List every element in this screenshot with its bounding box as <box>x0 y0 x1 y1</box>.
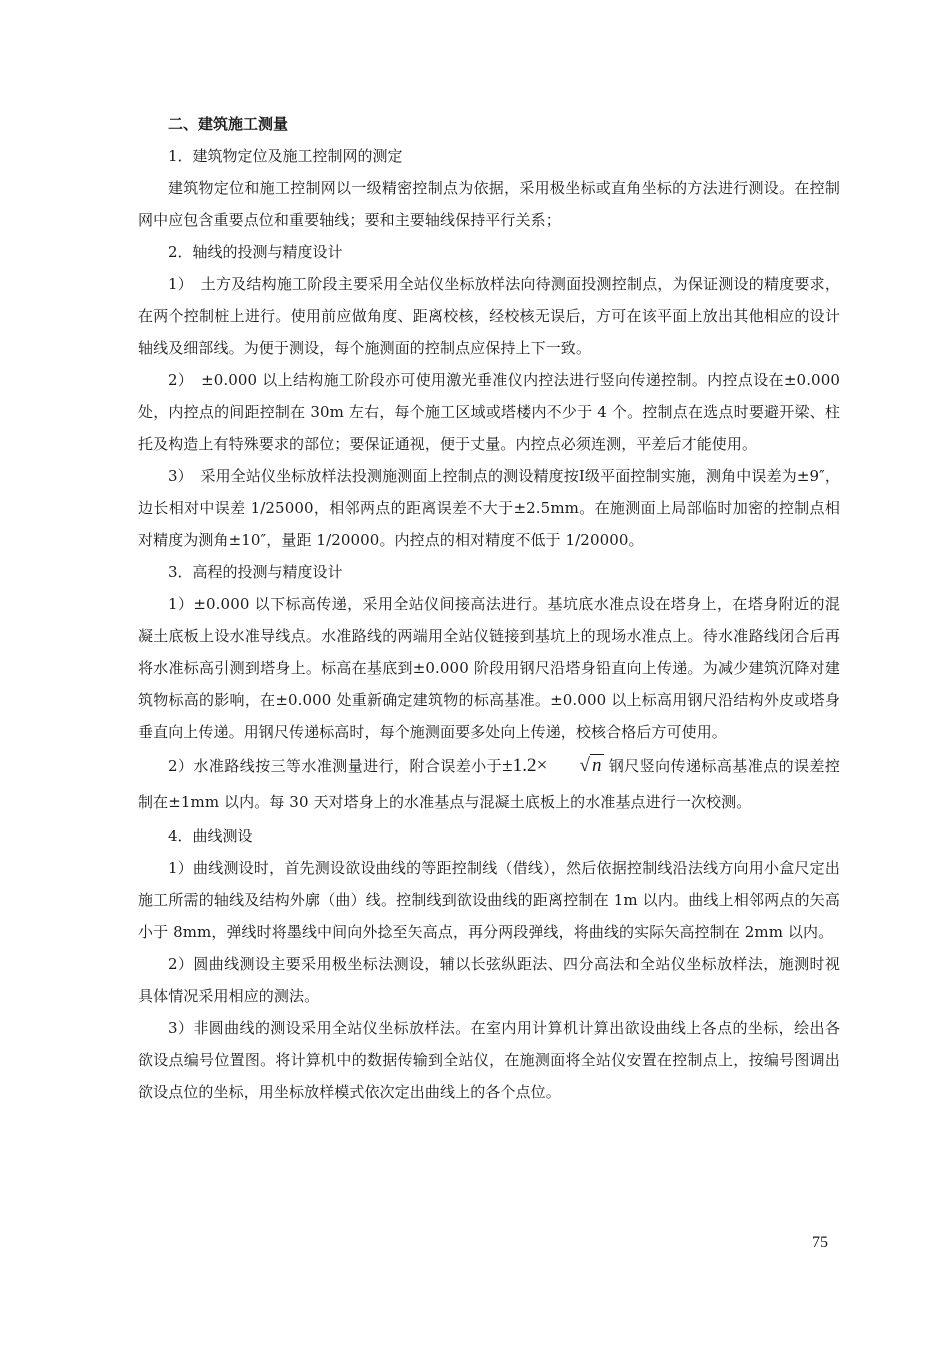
paragraph-curve-3: 3）非圆曲线的测设采用全站仪坐标放样法。在室内用计算机计算出欲设曲线上各点的坐标，绘出各欲设点编号位置图。将计算机中的数据传输到全站仪，在施测面将全站仪安置在控制点上，按编号图调出欲设点位的坐标，用坐标放样模式依次定出曲线上的各个点位。 <box>138 1019 840 1101</box>
paragraph-curve-2: 2）圆曲线测设主要采用极坐标法测设，辅以长弦纵距法、四分高法和全站仪坐标放样法，施测时视具体情况采用相应的测法。 <box>138 955 840 1005</box>
formula-variable: n <box>592 755 602 776</box>
elevation-2-text-after: 钢尺竖向传递标高基准点的误差控制在±1mm 以内。每 30 天对塔身上的水准基点与混凝土底板上的水准基点进行一次校测。 <box>138 757 840 811</box>
formula-prefix: ±1.2× <box>502 755 548 776</box>
subsection-heading-curve: 4．曲线测设 <box>168 827 253 845</box>
document-page <box>138 108 840 1108</box>
subsection-heading-positioning: 1．建筑物定位及施工控制网的测定 <box>168 147 403 165</box>
paragraph-positioning: 建筑物定位和施工控制网以一级精密控制点为依据，采用极坐标或直角坐标的方法进行测设。在控制网中应包含重要点位和重要轴线；要和主要轴线保持平行关系； <box>138 179 840 229</box>
elevation-2-text-before: 2）水准路线按三等水准测量进行，附合误差小于 <box>168 757 503 775</box>
page-number: 75 <box>812 1234 828 1251</box>
square-root: √ n <box>579 755 602 776</box>
paragraph-axis-3: 3） 采用全站仪坐标放样法投测施测面上控制点的测设精度按Ⅰ级平面控制实施，测角中误差为±9″，边长相对中误差 1/25000，相邻两点的距离误差不大于±2.5mm。在施测面上局部临时加密的控制点相对精度为测角±10″，量距 1/20000。内控点的相对精度不低于 1/20000。 <box>138 467 840 549</box>
subsection-heading-elevation: 3．高程的投测与精度设计 <box>168 563 343 581</box>
tolerance-formula <box>502 755 604 776</box>
section-title: 二、建筑施工测量 <box>168 115 289 133</box>
paragraph-elevation-2 <box>138 748 840 820</box>
subsection-heading-axis: 2．轴线的投测与精度设计 <box>168 243 343 261</box>
paragraph-curve-1: 1）曲线测设时，首先测设欲设曲线的等距控制线（借线），然后依据控制线沿法线方向用小盒尺定出施工所需的轴线及结构外廓（曲）线。控制线到欲设曲线的距离控制在 1m 以内。曲线上相邻两点的矢高小于 8mm，弹线时将墨线中间向外捻至矢高点，再分两段弹线，将曲线的实际矢高控制在 2mm 以内。 <box>138 859 840 941</box>
paragraph-axis-1: 1） 土方及结构施工阶段主要采用全站仪坐标放样法向待测面投测控制点，为保证测设的精度要求，在两个控制桩上进行。使用前应做角度、距离校核，经校核无误后，方可在该平面上放出其他相应的设计轴线及细部线。为便于测设，每个施测面的控制点应保持上下一致。 <box>138 275 840 357</box>
paragraph-axis-2: 2） ±0.000 以上结构施工阶段亦可使用激光垂准仪内控法进行竖向传递控制。内控点设在±0.000 处，内控点的间距控制在 30m 左右，每个施工区域或塔楼内不少于 4 个。控制点在选点时要避开梁、柱托及构造上有特殊要求的部位；要保证通视，便于丈量。内控点必须连测，平差后才能使用。 <box>138 371 840 453</box>
paragraph-elevation-1: 1）±0.000 以下标高传递，采用全站仪间接高法进行。基坑底水准点设在塔身上，在塔身附近的混凝土底板上设水准导线点。水准路线的两端用全站仪链接到基坑上的现场水准点上。待水准路线闭合后再将水准标高引测到塔身上。标高在基底到±0.000 阶段用钢尺沿塔身铅直向上传递。为减少建筑沉降对建筑物标高的影响，在±0.000 处重新确定建筑物的标高基准。±0.000 以上标高用钢尺沿结构外皮或塔身垂直向上传递。用钢尺传递标高时，每个施测面要多处向上传递，校核合格后方可使用。 <box>138 595 840 741</box>
